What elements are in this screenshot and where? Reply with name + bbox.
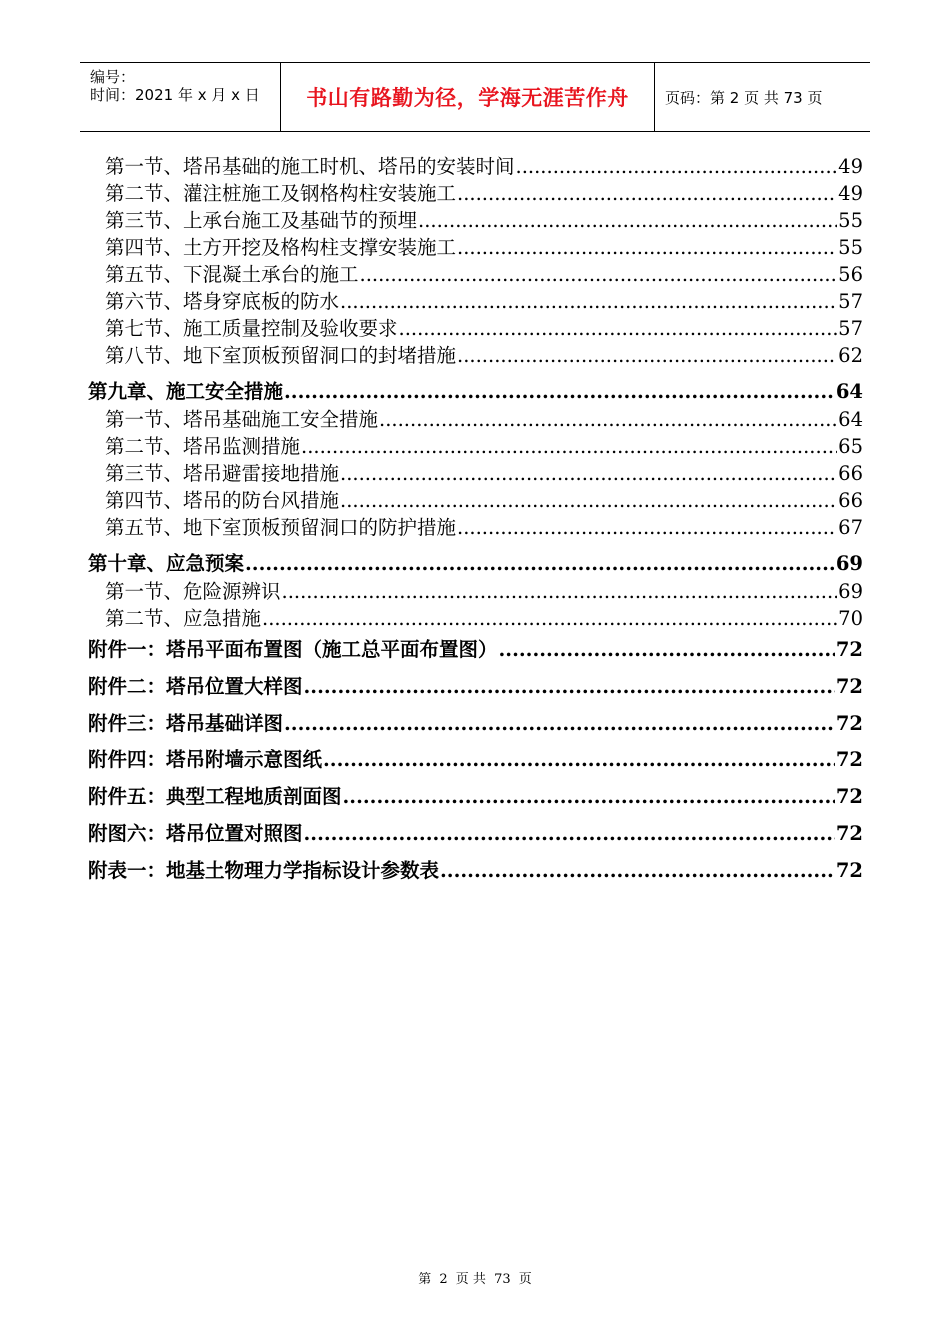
toc-leader-dots	[304, 816, 835, 853]
toc-leader-dots	[418, 207, 837, 234]
toc-entry-page: 57	[838, 317, 863, 340]
toc-entry-page: 64	[838, 408, 863, 431]
number-label: 编号：	[90, 68, 136, 86]
toc-leader-dots	[457, 342, 837, 369]
toc-entry-page: 66	[838, 489, 863, 512]
toc-leader-dots	[340, 487, 837, 514]
toc-entry-title: 附件一：塔吊平面布置图（施工总平面布置图）	[88, 638, 498, 661]
toc-entry-page: 66	[838, 462, 863, 485]
toc-leader-dots	[340, 460, 837, 487]
toc-entry-title: 第一节、塔吊基础施工安全措施	[105, 408, 379, 431]
footer-mid: 页 共	[455, 1272, 486, 1287]
toc-leader-dots	[323, 742, 835, 779]
header-motto-cell	[281, 63, 655, 131]
toc-chapter-entry[interactable]	[88, 545, 863, 582]
toc-attachment-entry[interactable]	[88, 853, 863, 890]
toc-entry-page: 67	[838, 516, 863, 539]
toc-entry-title: 附表一：地基土物理力学指标设计参数表	[88, 858, 440, 882]
toc-entry-title: 附件四：塔吊附墙示意图纸	[88, 748, 323, 772]
toc-leader-dots	[284, 706, 835, 743]
toc-entry-title: 第十章、应急预案	[88, 552, 245, 575]
toc-entry-title: 第八节、地下室顶板预留洞口的封堵措施	[105, 344, 457, 367]
toc-section-entry[interactable]	[88, 153, 863, 180]
motto-text: 书山有路勤为径，学海无涯苦作舟	[306, 86, 629, 110]
toc-entry-title: 第二节、塔吊监测措施	[105, 435, 301, 458]
toc-entry-page: 72	[835, 858, 863, 882]
toc-entry-title: 附图六：塔吊位置对照图	[88, 821, 303, 845]
toc-section-entry[interactable]	[88, 487, 863, 514]
toc-section-entry[interactable]	[88, 315, 863, 342]
toc-leader-dots	[301, 433, 837, 460]
toc-leader-dots	[499, 632, 835, 669]
toc-entry-title: 第六节、塔身穿底板的防水	[105, 290, 340, 313]
toc-entry-page: 72	[835, 638, 863, 661]
toc-entry-page: 49	[838, 182, 863, 205]
toc-section-entry[interactable]	[88, 578, 863, 605]
toc-entry-page: 56	[838, 263, 863, 286]
toc-section-entry[interactable]	[88, 288, 863, 315]
toc-leader-dots	[516, 153, 838, 180]
toc-leader-dots	[304, 669, 835, 706]
toc-leader-dots	[262, 605, 837, 632]
toc-leader-dots	[360, 261, 838, 288]
toc-entry-page: 57	[838, 290, 863, 313]
toc-attachment-entry[interactable]	[88, 816, 863, 853]
toc-leader-dots	[457, 180, 837, 207]
time-label: 时间：2021 年 x 月 x 日	[90, 86, 260, 104]
toc-entry-title: 第一节、塔吊基础的施工时机、塔吊的安装时间	[105, 155, 515, 178]
header-page-cell	[655, 63, 870, 131]
toc-section-entry[interactable]	[88, 514, 863, 541]
toc-entry-title: 第二节、灌注桩施工及钢格构柱安装施工	[105, 182, 457, 205]
toc-leader-dots	[340, 288, 837, 315]
toc-chapter-entry[interactable]	[88, 373, 863, 410]
footer-total-pages: 73	[494, 1272, 511, 1287]
toc-section-entry[interactable]	[88, 207, 863, 234]
toc-section-entry[interactable]	[88, 261, 863, 288]
page-info: 页码：第 2 页 共 73 页	[665, 88, 823, 107]
toc-section-entry[interactable]	[88, 342, 863, 369]
toc-leader-dots	[282, 578, 838, 605]
toc-section-entry[interactable]	[88, 234, 863, 261]
toc-entry-title: 第四节、土方开挖及格构柱支撑安装施工	[105, 236, 457, 259]
toc-entry-title: 第一节、危险源辨识	[105, 580, 281, 603]
toc-section-entry[interactable]	[88, 180, 863, 207]
toc-entry-page: 72	[835, 674, 863, 698]
toc-entry-title: 第五节、下混凝土承台的施工	[105, 263, 359, 286]
toc-leader-dots	[440, 853, 835, 890]
toc-leader-dots	[245, 545, 835, 582]
toc-entry-page: 72	[835, 785, 863, 809]
toc-attachment-entry[interactable]	[88, 742, 863, 779]
toc-entry-page: 65	[838, 435, 863, 458]
header-meta-cell	[80, 63, 281, 131]
toc-entry-page: 70	[838, 607, 863, 630]
toc-entry-title: 第九章、施工安全措施	[88, 380, 284, 403]
toc-entry-page: 49	[838, 155, 863, 178]
toc-entry-page: 72	[835, 711, 863, 735]
page-footer	[0, 1268, 950, 1287]
toc-entry-title: 附件三：塔吊基础详图	[88, 711, 284, 735]
toc-entry-title: 第七节、施工质量控制及验收要求	[105, 317, 398, 340]
toc-entry-title: 附件二：塔吊位置大样图	[88, 674, 303, 698]
toc-entry-title: 第三节、上承台施工及基础节的预埋	[105, 209, 418, 232]
toc-entry-page: 69	[835, 552, 863, 575]
toc-entry-page: 55	[838, 209, 863, 232]
toc-section-entry[interactable]	[88, 605, 863, 632]
toc-section-entry[interactable]	[88, 406, 863, 433]
toc-entry-title: 第五节、地下室顶板预留洞口的防护措施	[105, 516, 457, 539]
toc-attachment-entry[interactable]	[88, 706, 863, 743]
toc-section-entry[interactable]	[88, 433, 863, 460]
toc-entry-page: 64	[835, 380, 863, 403]
toc-leader-dots	[457, 514, 837, 541]
toc-entry-page: 72	[835, 821, 863, 845]
table-of-contents	[88, 153, 863, 890]
footer-prefix: 第	[418, 1272, 432, 1287]
toc-attachment-entry[interactable]	[88, 669, 863, 706]
toc-entry-title: 第三节、塔吊避雷接地措施	[105, 462, 340, 485]
toc-leader-dots	[343, 779, 835, 816]
toc-entry-page: 55	[838, 236, 863, 259]
toc-leader-dots	[379, 406, 837, 433]
toc-leader-dots	[457, 234, 837, 261]
toc-section-entry[interactable]	[88, 460, 863, 487]
footer-suffix: 页	[518, 1272, 532, 1287]
footer-page-number: 2	[439, 1272, 448, 1287]
toc-attachment-entry[interactable]	[88, 779, 863, 816]
toc-entry-page: 69	[838, 580, 863, 603]
toc-entry-title: 附件五：典型工程地质剖面图	[88, 785, 342, 809]
page-header	[80, 62, 870, 132]
toc-entry-title: 第四节、塔吊的防台风措施	[105, 489, 340, 512]
toc-attachment-entry[interactable]	[88, 632, 863, 669]
toc-entry-page: 72	[835, 748, 863, 772]
toc-leader-dots	[284, 373, 835, 410]
toc-leader-dots	[399, 315, 838, 342]
toc-entry-page: 62	[838, 344, 863, 367]
toc-entry-title: 第二节、应急措施	[105, 607, 262, 630]
